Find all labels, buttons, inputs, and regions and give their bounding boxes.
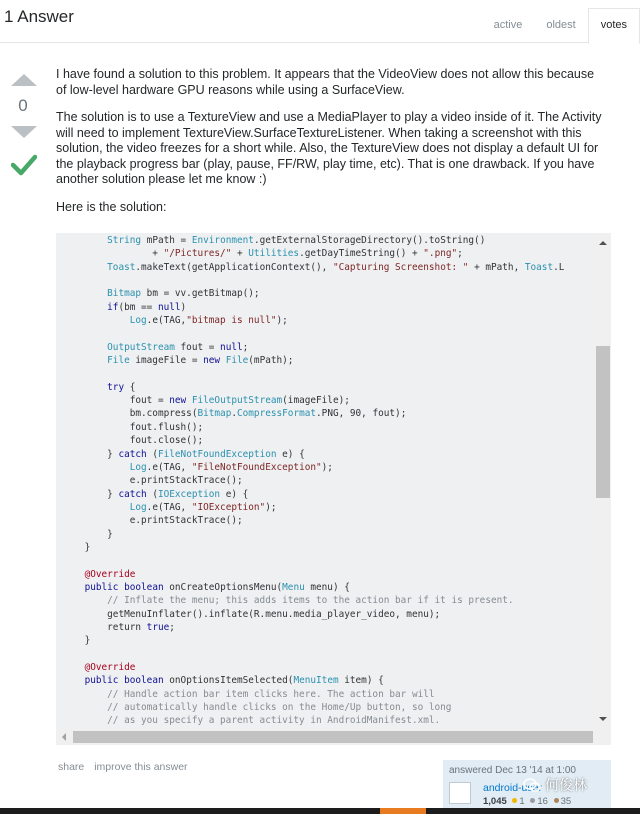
upvote-arrow-icon[interactable]	[11, 74, 37, 86]
share-link[interactable]: share	[58, 761, 85, 773]
reputation-badges	[483, 796, 571, 807]
scrollbar-thumb[interactable]	[73, 731, 593, 743]
code-line	[62, 554, 564, 567]
avatar[interactable]	[449, 782, 471, 804]
accepted-checkmark-icon	[11, 154, 37, 176]
answers-count-title: 1 Answer	[4, 7, 74, 26]
code-text	[62, 234, 564, 728]
code-line: OutputStream fout = null;	[107, 341, 249, 353]
scroll-up-arrow-icon[interactable]	[599, 241, 607, 245]
user-name-link[interactable]: android-user	[483, 782, 542, 794]
code-line: }	[62, 541, 91, 553]
code-line: // Inflate the menu; this adds items to the action bar if it is present.	[107, 595, 514, 607]
code-line: } catch (IOException e) {	[62, 488, 249, 500]
code-line: // Handle action bar item clicks here. The action bar will	[107, 688, 435, 700]
code-line: return true;	[62, 621, 175, 633]
code-line: public boolean onOptionsItemSelected(MenuItem item) {	[84, 675, 384, 687]
code-line: String mPath = Environment.getExternalStorageDirectory().toString()	[107, 235, 486, 246]
code-line: }	[62, 528, 113, 540]
code-line: }	[62, 635, 91, 647]
code-vertical-scrollbar[interactable]	[595, 233, 611, 729]
reputation-score: 1,045	[483, 796, 507, 807]
code-line: Log.e(TAG, "FileNotFoundException");	[129, 461, 333, 473]
code-line: bm.compress(Bitmap.CompressFormat.PNG, 90, fout);	[62, 408, 407, 420]
code-line: if(bm == null)	[107, 301, 187, 313]
code-line: File imageFile = new File(mPath);	[107, 355, 294, 367]
post-menu	[58, 761, 195, 773]
code-line: e.printStackTrace();	[62, 515, 243, 527]
code-line	[62, 327, 564, 340]
scroll-left-arrow-icon[interactable]	[62, 733, 66, 741]
answer-body	[56, 67, 602, 227]
answered-timestamp: answered Dec 13 '14 at 1:00	[449, 765, 576, 776]
downvote-arrow-icon[interactable]	[11, 126, 37, 138]
code-horizontal-scrollbar[interactable]	[56, 729, 611, 745]
code-line	[62, 648, 564, 661]
code-line: Log.e(TAG,"bitmap is null");	[129, 315, 288, 327]
code-line: Log.e(TAG, "IOException");	[129, 501, 277, 513]
code-line: @Override	[62, 568, 136, 580]
code-line: fout.flush();	[62, 421, 204, 433]
bottom-bar	[0, 808, 640, 814]
code-line: // as you specify a parent activity in AndroidManifest.xml.	[107, 715, 441, 727]
code-line	[62, 367, 564, 380]
tab-active[interactable]: active	[493, 19, 523, 31]
gold-badge-icon	[512, 798, 517, 803]
bronze-badge-icon	[554, 798, 559, 803]
code-block	[56, 233, 611, 745]
answer-paragraph: The solution is to use a TextureView and use a MediaPlayer to play a video inside of it. The Activity will need to implement TextureView.SurfaceTextureListener. When taking a screenshot with this solution, the video freezes for a short while. Also, the TextureView does not display a default UI for the playback progress bar (play, pause, FF/RW, play time, etc). That is one drawback. If you have another solution please let me know :)	[56, 110, 602, 186]
bronze-badge-count: 35	[560, 796, 572, 807]
code-line: getMenuInflater().inflate(R.menu.media_player_video, menu);	[62, 608, 441, 620]
improve-answer-link[interactable]: improve this answer	[94, 761, 188, 773]
silver-badge-count: 16	[537, 796, 548, 807]
code-line: // automatically handle clicks on the Home/Up button, so long	[107, 702, 452, 714]
code-line: public boolean onCreateOptionsMenu(Menu menu) {	[84, 581, 350, 593]
tab-votes[interactable]: votes	[588, 8, 640, 44]
wechat-logo-icon	[523, 778, 541, 792]
answer-paragraph: Here is the solution:	[56, 199, 167, 214]
code-line: fout = new FileOutputStream(imageFile);	[62, 395, 350, 407]
answer-paragraph: I have found a solution to this problem. It appears that the VideoView does not allow this because of low-level hardware GPU reasons while using a SurfaceView.	[56, 67, 595, 97]
code-line	[62, 274, 564, 287]
code-line: } catch (FileNotFoundException e) {	[62, 448, 305, 460]
sort-tabs	[482, 8, 640, 43]
code-line: Toast.makeText(getApplicationContext(), "Capturing Screenshot: " + mPath, Toast.L	[107, 261, 565, 273]
code-line: + "/Pictures/" + Utilities.getDayTimeString() + ".png";	[62, 248, 463, 260]
code-line: fout.close();	[62, 435, 204, 447]
code-line: e.printStackTrace();	[62, 475, 243, 487]
silver-badge-icon	[530, 798, 535, 803]
code-line: @Override	[62, 662, 136, 673]
tab-oldest[interactable]: oldest	[546, 19, 576, 31]
scroll-down-arrow-icon[interactable]	[599, 717, 607, 721]
answers-header	[0, 0, 640, 43]
vote-count: 0	[18, 96, 28, 115]
code-line: Bitmap bm = vv.getBitmap();	[107, 288, 260, 300]
scrollbar-thumb[interactable]	[596, 346, 610, 498]
bottom-bar-highlight	[380, 808, 426, 814]
gold-badge-count: 1	[519, 796, 525, 807]
watermark-text: 何俊林	[545, 778, 587, 794]
code-line: try {	[107, 381, 136, 393]
